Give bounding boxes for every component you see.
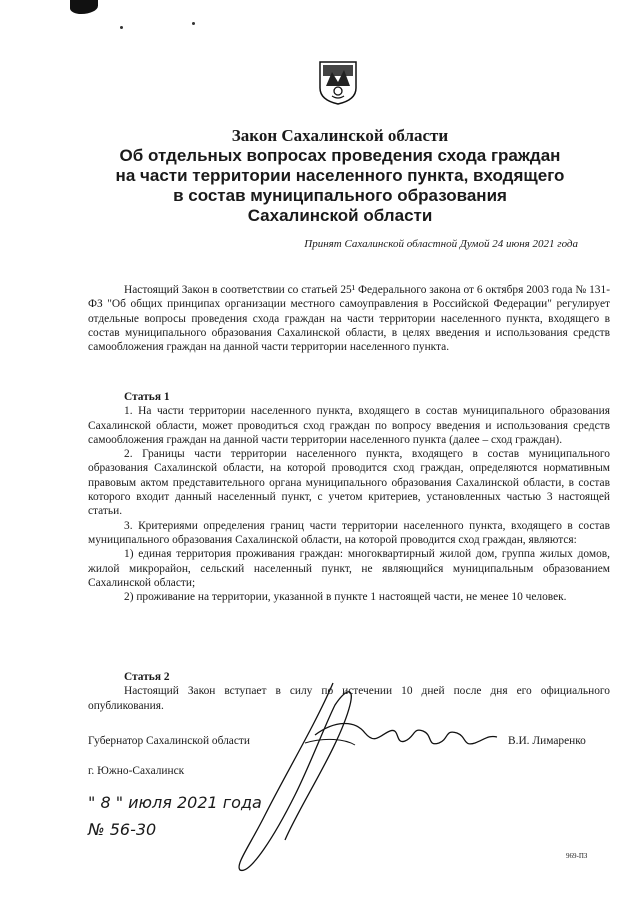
title-line: Сахалинской области bbox=[247, 206, 433, 225]
coat-of-arms-icon bbox=[318, 60, 358, 106]
title-line: Об отдельных вопросах проведения схода граждан bbox=[119, 146, 561, 165]
title-line: в состав муниципального образования bbox=[173, 186, 507, 205]
law-title: Закон Сахалинской области bbox=[231, 126, 449, 145]
article-paragraph: 1) единая территория проживания граждан: многоквартирный жилой дом, группа жилых домов, жилой микрорайон, сельский населенный пункт, не являющийся муниципальным образованием Сахалинской области; bbox=[88, 548, 610, 589]
governor-label: Губернатор Сахалинской области bbox=[88, 735, 250, 747]
law-number: № 56-30 bbox=[88, 820, 157, 839]
preamble-text: Настоящий Закон в соответствии со статьей 25¹ Федерального закона от 6 октября 2003 года № 131-ФЗ "Об общих принципах организации местного самоуправления в Российской Федерации" регулирует отдельные вопросы проведения схода граждан на части территории населенного пункта, входящего в состав муниципального образования Сахалинской области, в целях введения и использования средств самообложения граждан на данной части территории населенного пункта. bbox=[88, 284, 610, 354]
article-paragraph: 2. Границы части территории населенного пункта, входящего в состав муниципального образования Сахалинской области, на которой проводится сход граждан, определяются нормативным правовым актом представительного органа муниципального образования Сахалинской области, в состав которого входит данный населенный пункт, с учетом критериев, установленных частью 3 настоящей статьи. bbox=[88, 448, 610, 518]
article-2 bbox=[88, 670, 610, 713]
article-paragraph: 2) проживание на территории, указанной в пункте 1 настоящей части, не менее 10 человек. bbox=[124, 591, 567, 604]
article-heading: Статья 2 bbox=[124, 671, 170, 683]
document-code: 969-ПЗ bbox=[566, 852, 588, 860]
title-line: на части территории населенного пункта, входящего bbox=[115, 166, 565, 185]
article-paragraph: 1. На части территории населенного пункта, входящего в состав муниципального образования Сахалинской области, может проводиться сход граждан по вопросу введения и использования средств самообложения граждан на данной части территории населенного пункта (далее – сход граждан). bbox=[88, 405, 610, 446]
article-heading: Статья 1 bbox=[124, 391, 170, 403]
city-label: г. Южно-Сахалинск bbox=[88, 765, 185, 777]
signing-date: " 8 " июля 2021 года bbox=[88, 793, 262, 812]
adoption-note: Принят Сахалинской областной Думой 24 июня 2021 года bbox=[304, 238, 578, 250]
speck bbox=[120, 26, 123, 29]
governor-name: В.И. Лимаренко bbox=[508, 735, 586, 747]
article-paragraph: 3. Критериями определения границ части территории населенного пункта, входящего в состав муниципального образования Сахалинской области, на которой проводится сход граждан, являются: bbox=[88, 519, 610, 546]
article-paragraph: Настоящий Закон вступает в силу по истечении 10 дней после дня его официального опубликования. bbox=[88, 685, 610, 712]
article-1 bbox=[88, 390, 610, 604]
preamble bbox=[88, 283, 610, 354]
speck bbox=[192, 22, 195, 25]
ink-blot bbox=[70, 0, 98, 14]
law-subject-title bbox=[60, 146, 620, 226]
